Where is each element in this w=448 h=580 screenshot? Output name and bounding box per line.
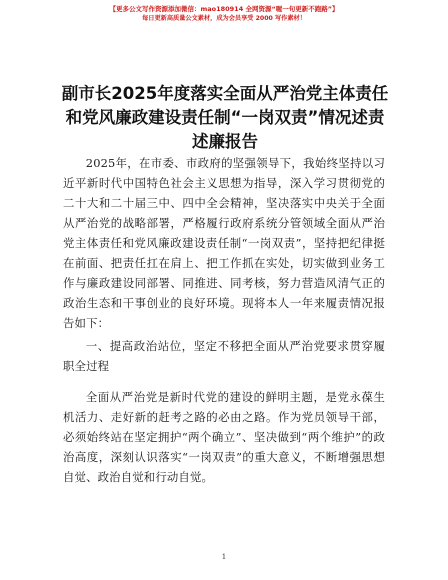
document-body bbox=[63, 153, 385, 487]
document-title: 副市长2025年度落实全面从严治党主体责任和党风廉政建设责任制“一岗双责”情况述责述廉报告 bbox=[61, 84, 389, 151]
promo-banner-line-2: 每日更新高质量公文素材，成为会员享受 2000 写作素材！ bbox=[142, 15, 306, 22]
page-number: 1 bbox=[221, 553, 227, 561]
section-heading-1: 一、提高政治站位，坚定不移把全面从严治党要求贯穿履职全过程 bbox=[63, 339, 385, 373]
body-paragraph-intro: 2025年，在市委、市政府的坚强领导下，我始终坚持以习近平新时代中国特色社会主义思想为指导，深入学习贯彻党的二十大和二十届三中、四中全会精神，坚决落实中央关于全面从严治党的战略部署，严格履行政府系统分管领域全面从严治党主体责任和党风廉政建设责任制“一岗双责”，坚持把纪律挺在前面、把责任扛在肩上、把工作抓在实处，切实做到业务工作与廉政建设同部署、同推进、同考核，努力营造风清气正的政治生态和干事创业的良好环境。现将本人一年来履责情况报告如下： bbox=[63, 156, 385, 330]
body-paragraph-2: 全面从严治党是新时代党的建设的鲜明主题，是党永葆生机活力、走好新的赶考之路的必由之路。作为党员领导干部，必须始终站在坚定拥护“两个确立”、坚决做到“两个维护”的政治高度，深刻认识落实“一岗双责”的重大意义，不断增强思想自觉、政治自觉和行动自觉。 bbox=[63, 390, 385, 484]
promo-banner-line-1: 【更多公文写作资源添加微信：mao180914 全网资源“喔一句更新不跑路”】 bbox=[109, 5, 339, 13]
promo-banner bbox=[0, 4, 448, 24]
